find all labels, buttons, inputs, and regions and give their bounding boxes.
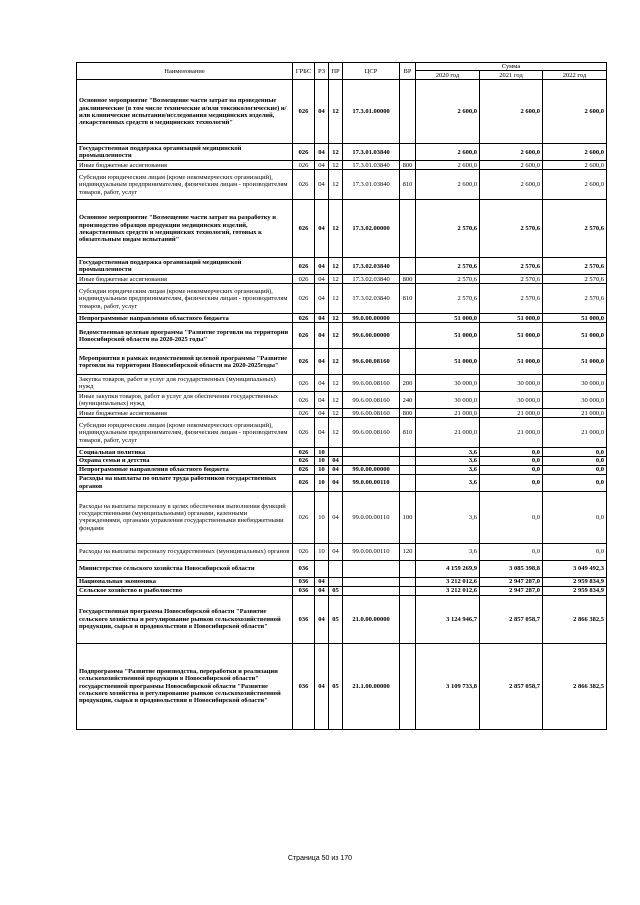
cell-csr: 17.3.02.03840 [343,275,400,284]
cell-name: Национальная экономика [77,577,293,586]
cell-csr: 17.3.02.00000 [343,200,400,258]
cell-pr: 04 [329,457,343,465]
cell-vr [400,80,416,144]
cell-csr: 99.6.00.08160 [343,349,400,375]
cell-pr: 12 [329,392,343,409]
cell-csr: 99.6.00.00000 [343,323,400,349]
cell-csr: 17.3.01.00000 [343,80,400,144]
cell-v2021: 21 000,0 [480,409,543,418]
cell-vr: 100 [400,491,416,543]
cell-v2022: 0,0 [543,543,607,560]
cell-pr: 04 [329,474,343,491]
table-row [77,161,607,170]
header-csr: ЦСР [343,63,400,80]
cell-vr [400,643,416,729]
table-row [77,200,607,258]
cell-csr: 17.3.01.03840 [343,161,400,170]
cell-name: Иные закупки товаров, работ и услуг для обеспечения государственных (муниципальных) нужд [77,392,293,409]
table-row [77,457,607,465]
cell-pr: 12 [329,323,343,349]
cell-grbs: 026 [293,80,315,144]
cell-csr: 99.6.00.08160 [343,375,400,392]
cell-v2020: 2 570,6 [416,258,480,275]
cell-name: Субсидии юридическим лицам (кроме некоммерческих организаций), индивидуальным предпринимателям, физическим лицам - производителям товаров, работ, услуг [77,418,293,448]
cell-rz: 04 [315,392,329,409]
cell-v2022: 0,0 [543,474,607,491]
cell-rz: 04 [315,418,329,448]
cell-v2021: 2 570,6 [480,284,543,314]
table-row [77,560,607,577]
cell-v2020: 2 570,6 [416,284,480,314]
cell-name: Закупка товаров, работ и услуг для государственных (муниципальных) нужд [77,375,293,392]
cell-pr: 12 [329,314,343,323]
cell-grbs: 026 [293,161,315,170]
cell-v2022: 2 866 382,5 [543,595,607,643]
page-footer: Страница 50 из 170 [287,855,353,862]
cell-rz: 04 [315,314,329,323]
cell-grbs: 026 [293,375,315,392]
cell-v2022: 2 600,0 [543,170,607,200]
cell-v2020: 4 159 269,9 [416,560,480,577]
cell-v2020: 3 109 733,8 [416,643,480,729]
cell-rz: 10 [315,491,329,543]
cell-csr: 21.0.00.00000 [343,595,400,643]
cell-rz: 04 [315,161,329,170]
cell-v2021: 2 600,0 [480,161,543,170]
cell-pr: 12 [329,161,343,170]
cell-pr: 12 [329,375,343,392]
table-row [77,323,607,349]
cell-vr [400,474,416,491]
cell-vr [400,448,416,457]
cell-v2022: 3 049 492,3 [543,560,607,577]
cell-rz [315,560,329,577]
cell-rz: 10 [315,457,329,465]
cell-v2020: 3 212 012,6 [416,586,480,595]
cell-csr [343,448,400,457]
cell-grbs: 036 [293,560,315,577]
cell-v2020: 3 124 946,7 [416,595,480,643]
cell-csr: 99.0.00.00110 [343,491,400,543]
cell-vr [400,465,416,474]
cell-vr: 120 [400,543,416,560]
cell-v2020: 3,6 [416,465,480,474]
table-row [77,144,607,161]
cell-v2020: 3,6 [416,448,480,457]
cell-v2020: 2 570,6 [416,200,480,258]
table-row [77,577,607,586]
table-row [77,258,607,275]
cell-v2021: 0,0 [480,457,543,465]
cell-v2021: 0,0 [480,543,543,560]
cell-pr: 05 [329,595,343,643]
cell-v2020: 21 000,0 [416,418,480,448]
cell-pr: 12 [329,349,343,375]
cell-name: Иные бюджетные ассигнования [77,275,293,284]
cell-name: Государственная программа Новосибирской области "Развитие сельского хозяйства и регулирование рынков сельскохозяйственной продукции, сырья и продовольствия в Новосибирской области" [77,595,293,643]
cell-csr [343,577,400,586]
cell-name: Охрана семьи и детства [77,457,293,465]
table-row [77,543,607,560]
header-vr: ВР [400,63,416,80]
cell-csr: 17.3.01.03840 [343,170,400,200]
cell-v2022: 30 000,0 [543,375,607,392]
cell-rz: 04 [315,375,329,392]
header-year-2021: 2021 год [480,71,543,80]
cell-v2021: 2 600,0 [480,170,543,200]
cell-vr [400,200,416,258]
cell-csr: 17.3.02.03840 [343,258,400,275]
cell-name: Министерство сельского хозяйства Новосибирской области [77,560,293,577]
cell-v2021: 0,0 [480,465,543,474]
cell-v2020: 2 600,0 [416,170,480,200]
cell-v2022: 2 959 834,9 [543,577,607,586]
cell-name: Мероприятия в рамках ведомственной целевой программы "Развитие торговли на территории Новосибирской области на 2020-2025годы" [77,349,293,375]
cell-name: Сельское хозяйство и рыболовство [77,586,293,595]
cell-rz: 10 [315,465,329,474]
table-row [77,595,607,643]
cell-v2022: 0,0 [543,457,607,465]
cell-rz: 04 [315,275,329,284]
cell-v2020: 51 000,0 [416,314,480,323]
cell-vr [400,595,416,643]
cell-name: Социальная политика [77,448,293,457]
cell-rz: 04 [315,643,329,729]
table-row [77,375,607,392]
cell-v2020: 30 000,0 [416,375,480,392]
cell-v2021: 0,0 [480,448,543,457]
cell-pr: 12 [329,200,343,258]
table-row [77,275,607,284]
cell-vr [400,258,416,275]
cell-v2022: 2 600,0 [543,80,607,144]
cell-pr [329,448,343,457]
cell-name: Основное мероприятие "Возмещение части затрат на разработку и производство образцов продукции медицинских изделий, лекарственных средств и медицинских технологий, готовых к обязательным видам испытаний" [77,200,293,258]
cell-v2021: 51 000,0 [480,323,543,349]
cell-vr: 810 [400,418,416,448]
cell-pr: 12 [329,144,343,161]
cell-grbs: 026 [293,491,315,543]
cell-grbs: 026 [293,457,315,465]
table-row [77,465,607,474]
cell-v2021: 2 947 287,0 [480,577,543,586]
cell-csr: 99.0.00.00000 [343,465,400,474]
header-year-2022: 2022 год [543,71,607,80]
cell-pr: 12 [329,409,343,418]
cell-grbs: 026 [293,392,315,409]
cell-csr: 99.0.00.00110 [343,543,400,560]
cell-pr: 12 [329,258,343,275]
cell-grbs: 026 [293,474,315,491]
cell-pr: 12 [329,418,343,448]
cell-v2020: 51 000,0 [416,323,480,349]
cell-name: Субсидии юридическим лицам (кроме некоммерческих организаций), индивидуальным предпринимателям, физическим лицам - производителям товаров, работ, услуг [77,170,293,200]
cell-pr: 12 [329,170,343,200]
cell-grbs: 026 [293,258,315,275]
cell-v2021: 30 000,0 [480,392,543,409]
cell-v2022: 2 866 382,5 [543,643,607,729]
cell-grbs: 026 [293,448,315,457]
cell-vr: 810 [400,284,416,314]
cell-pr: 05 [329,586,343,595]
cell-grbs: 036 [293,595,315,643]
cell-pr: 12 [329,275,343,284]
cell-v2022: 0,0 [543,465,607,474]
cell-rz: 04 [315,409,329,418]
cell-vr: 800 [400,409,416,418]
cell-rz: 04 [315,200,329,258]
cell-grbs: 026 [293,144,315,161]
cell-name: Подпрограмма "Развитие производства, переработки и реализации сельскохозяйственной продукции в Новосибирской области" государственной программы Новосибирской области "Развитие сельского хозяйства и регулирование рынков сельскохозяйственной продукции, сырья и продовольствия в Новосибирской области" [77,643,293,729]
table-row [77,392,607,409]
cell-v2022: 2 570,6 [543,258,607,275]
cell-name: Субсидии юридическим лицам (кроме некоммерческих организаций), индивидуальным предпринимателям, физическим лицам - производителям товаров, работ, услуг [77,284,293,314]
header-grbs: ГРБС [293,63,315,80]
cell-csr: 99.6.00.08160 [343,409,400,418]
cell-name: Государственная поддержка организаций медицинской промышленности [77,144,293,161]
cell-rz: 04 [315,349,329,375]
cell-grbs: 036 [293,643,315,729]
cell-csr: 17.3.02.03840 [343,284,400,314]
cell-v2021: 2 570,6 [480,258,543,275]
cell-vr [400,577,416,586]
cell-v2022: 2 570,6 [543,284,607,314]
cell-csr [343,586,400,595]
table-row [77,474,607,491]
cell-v2021: 3 085 398,8 [480,560,543,577]
cell-pr: 04 [329,543,343,560]
cell-csr: 99.0.00.00000 [343,314,400,323]
cell-v2022: 21 000,0 [543,409,607,418]
cell-rz: 10 [315,543,329,560]
cell-name: Иные бюджетные ассигнования [77,161,293,170]
cell-vr: 800 [400,275,416,284]
cell-v2021: 2 857 058,7 [480,595,543,643]
cell-grbs: 026 [293,543,315,560]
cell-name: Непрограммные направления областного бюджета [77,314,293,323]
cell-v2021: 2 600,0 [480,80,543,144]
cell-v2022: 0,0 [543,448,607,457]
cell-v2020: 2 600,0 [416,161,480,170]
cell-v2022: 2 959 834,9 [543,586,607,595]
cell-vr: 200 [400,375,416,392]
cell-grbs: 026 [293,465,315,474]
cell-v2020: 3,6 [416,474,480,491]
table-row [77,491,607,543]
cell-v2020: 30 000,0 [416,392,480,409]
cell-pr: 04 [329,491,343,543]
cell-grbs: 026 [293,349,315,375]
cell-v2021: 21 000,0 [480,418,543,448]
cell-rz: 04 [315,586,329,595]
cell-v2021: 0,0 [480,474,543,491]
cell-rz: 04 [315,144,329,161]
cell-v2022: 51 000,0 [543,323,607,349]
header-sum: Сумма [416,63,607,71]
header-rz: РЗ [315,63,329,80]
cell-v2020: 3,6 [416,543,480,560]
cell-grbs: 026 [293,275,315,284]
cell-name: Государственная поддержка организаций медицинской промышленности [77,258,293,275]
cell-name: Расходы на выплаты персоналу в целях обеспечения выполнения функций государственными (муниципальными) органами, казенными учреждениями, органами управления государственными внебюджетными фондами [77,491,293,543]
cell-v2021: 30 000,0 [480,375,543,392]
cell-v2020: 51 000,0 [416,349,480,375]
table-row [77,170,607,200]
cell-pr: 12 [329,80,343,144]
cell-grbs: 026 [293,200,315,258]
cell-vr: 810 [400,170,416,200]
cell-v2022: 21 000,0 [543,418,607,448]
cell-csr [343,457,400,465]
cell-pr [329,560,343,577]
cell-v2022: 51 000,0 [543,349,607,375]
cell-v2020: 21 000,0 [416,409,480,418]
cell-pr: 05 [329,643,343,729]
cell-rz: 04 [315,80,329,144]
cell-v2021: 2 857 058,7 [480,643,543,729]
cell-pr: 12 [329,284,343,314]
cell-vr [400,314,416,323]
cell-v2021: 51 000,0 [480,349,543,375]
cell-v2020: 2 600,0 [416,80,480,144]
table-row [77,80,607,144]
cell-rz: 04 [315,284,329,314]
table-row [77,418,607,448]
cell-name: Расходы на выплаты по оплате труда работников государственных органов [77,474,293,491]
cell-name: Расходы на выплаты персоналу государственных (муниципальных) органов [77,543,293,560]
table-row [77,314,607,323]
table-row [77,409,607,418]
cell-rz: 04 [315,323,329,349]
cell-v2022: 30 000,0 [543,392,607,409]
cell-name: Ведомственная целевая программа "Развитие торговли на территории Новосибирской области на 2020-2025 годы" [77,323,293,349]
cell-name: Основное мероприятие "Возмещение части затрат на проведенные доклинические (в том числе технические и/или токсикологические) и/или клинические испытания/исследования медицинских изделий, лекарственных средств и медицинских технологий" [77,80,293,144]
cell-csr: 99.6.00.08160 [343,392,400,409]
cell-rz: 10 [315,448,329,457]
cell-rz: 10 [315,474,329,491]
cell-vr [400,349,416,375]
cell-v2021: 51 000,0 [480,314,543,323]
cell-v2022: 51 000,0 [543,314,607,323]
cell-grbs: 026 [293,418,315,448]
table-row [77,284,607,314]
cell-grbs: 026 [293,409,315,418]
header-name: Наименование [77,63,293,80]
cell-pr [329,577,343,586]
table-row [77,643,607,729]
cell-v2022: 2 600,0 [543,144,607,161]
cell-rz: 04 [315,258,329,275]
cell-rz: 04 [315,577,329,586]
table-row [77,586,607,595]
cell-csr: 17.3.01.03840 [343,144,400,161]
cell-v2022: 2 600,0 [543,161,607,170]
cell-v2022: 2 570,6 [543,275,607,284]
cell-csr [343,560,400,577]
cell-v2021: 2 570,6 [480,200,543,258]
cell-grbs: 026 [293,284,315,314]
cell-v2022: 0,0 [543,491,607,543]
cell-name: Непрограммные направления областного бюджета [77,465,293,474]
cell-vr: 240 [400,392,416,409]
cell-v2020: 3,6 [416,491,480,543]
header-pr: ПР [329,63,343,80]
cell-v2021: 0,0 [480,491,543,543]
cell-vr [400,144,416,161]
table-body [77,80,607,729]
cell-vr: 800 [400,161,416,170]
cell-csr: 99.6.00.08160 [343,418,400,448]
cell-rz: 04 [315,595,329,643]
cell-grbs: 036 [293,577,315,586]
header-year-2020: 2020 год [416,71,480,80]
cell-grbs: 026 [293,314,315,323]
cell-csr: 99.0.00.00110 [343,474,400,491]
table-row [77,448,607,457]
cell-vr [400,457,416,465]
cell-v2020: 3 212 012,6 [416,577,480,586]
cell-v2020: 2 570,6 [416,275,480,284]
cell-rz: 04 [315,170,329,200]
cell-name: Иные бюджетные ассигнования [77,409,293,418]
cell-grbs: 026 [293,323,315,349]
cell-vr [400,323,416,349]
cell-v2020: 2 600,0 [416,144,480,161]
cell-v2021: 2 947 287,0 [480,586,543,595]
cell-grbs: 036 [293,586,315,595]
cell-vr [400,560,416,577]
cell-pr: 04 [329,465,343,474]
cell-csr: 21.1.00.00000 [343,643,400,729]
cell-vr [400,586,416,595]
cell-v2021: 2 570,6 [480,275,543,284]
cell-grbs: 026 [293,170,315,200]
cell-v2020: 3,6 [416,457,480,465]
budget-table [76,62,607,730]
table-row [77,349,607,375]
cell-v2021: 2 600,0 [480,144,543,161]
cell-v2022: 2 570,6 [543,200,607,258]
